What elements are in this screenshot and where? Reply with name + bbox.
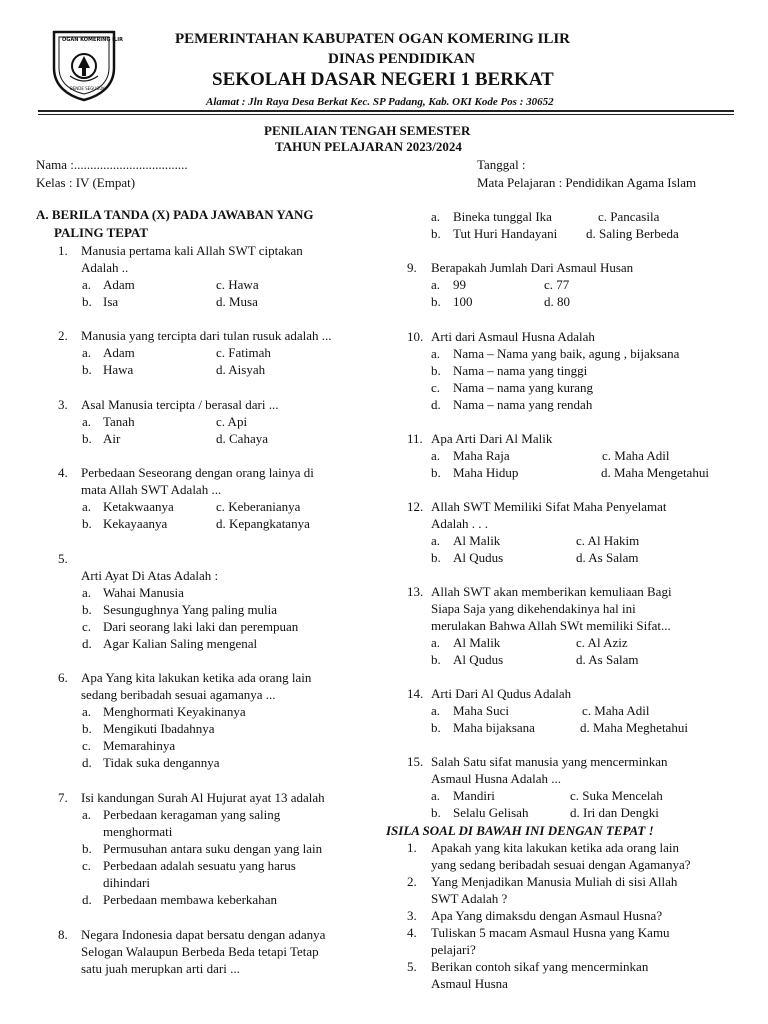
section-b-title: ISILA SOAL DI BAWAH INI DENGAN TEPAT !: [386, 823, 654, 838]
option-text-second: d. As Salam: [576, 550, 639, 565]
question-text: Berapakah Jumlah Dari Asmaul Husan: [431, 260, 634, 275]
option-text: Hawa: [103, 362, 134, 377]
question-text-continued: Selogan Walaupun Berbeda Beda tetapi Tetap: [81, 944, 319, 959]
option-letter: b.: [431, 465, 441, 480]
school-logo: [48, 28, 123, 102]
question-text-continued: merulakan Bahwa Allah SWt memiliki Sifat...: [431, 618, 671, 633]
option-text: Mandiri: [453, 788, 495, 803]
question-number: 2.: [407, 874, 417, 889]
option-letter: c.: [82, 738, 92, 753]
question-number: 3.: [58, 397, 68, 412]
option-letter: d.: [431, 397, 441, 412]
option-text-second: d. Aisyah: [216, 362, 266, 377]
option-letter: a.: [82, 807, 92, 822]
question-text: Allah SWT Memiliki Sifat Maha Penyelamat: [431, 499, 667, 514]
option-text: Dari seorang laki laki dan perempuan: [103, 619, 299, 634]
option-letter: a.: [82, 585, 92, 600]
option-text: Maha Hidup: [453, 465, 519, 480]
question-text: Negara Indonesia dapat bersatu dengan adanya: [81, 927, 326, 942]
option-letter: b.: [82, 294, 92, 309]
question-text-continued: satu juah merupkan arti dari ...: [81, 961, 240, 976]
question-text: Arti dari Asmaul Husna Adalah: [431, 329, 595, 344]
option-letter: b.: [431, 720, 441, 735]
option-letter: a.: [431, 533, 441, 548]
question-text-continued: Adalah . . .: [431, 516, 489, 531]
option-text-second: d. Musa: [216, 294, 258, 309]
option-letter: c.: [431, 380, 441, 395]
option-letter: a.: [431, 448, 441, 463]
option-text: Tidak suka dengannya: [103, 755, 220, 770]
question-text-continued: yang sedang beribadah sesuai dengan Agamanya?: [431, 857, 691, 872]
question-text: Berikan contoh sikaf yang mencerminkan: [431, 959, 649, 974]
option-letter: a.: [431, 703, 441, 718]
option-text: Bineka tunggal Ika: [453, 209, 552, 224]
option-letter: d.: [82, 636, 92, 651]
question-number: 3.: [407, 908, 417, 923]
option-text: Air: [103, 431, 121, 446]
question-number: 5.: [58, 551, 68, 566]
option-letter: a.: [82, 414, 92, 429]
question-text: Asal Manusia tercipta / berasal dari ...: [81, 397, 279, 412]
option-text: Nama – nama yang rendah: [453, 397, 593, 412]
question-text-continued: pelajari?: [431, 942, 476, 957]
question-text-continued: Arti Ayat Di Atas Adalah :: [81, 568, 219, 583]
option-letter: c.: [82, 619, 92, 634]
option-text: Permusuhan antara suku dengan yang lain: [103, 841, 323, 856]
option-text: Tut Huri Handayani: [453, 226, 558, 241]
option-text: Agar Kalian Saling mengenal: [103, 636, 258, 651]
option-letter: a.: [431, 788, 441, 803]
option-text-continued: dihindari: [103, 875, 150, 890]
option-text: Perbedaan keragaman yang saling: [103, 807, 281, 822]
option-letter: a.: [431, 346, 441, 361]
option-text-second: c. Pancasila: [598, 209, 660, 224]
option-letter: c.: [82, 858, 92, 873]
exam-subject: Mata Pelajaran : Pendidikan Agama Islam: [477, 175, 697, 190]
option-text-second: c. Suka Mencelah: [570, 788, 663, 803]
student-class: Kelas : IV (Empat): [36, 175, 136, 190]
question-text: Perbedaan Seseorang dengan orang lainya di: [81, 465, 314, 480]
section-a-title: A. BERILA TANDA (X) PADA JAWABAN YANG: [36, 207, 314, 222]
option-text: Kekayaanya: [103, 516, 168, 531]
option-text-second: d. 80: [544, 294, 570, 309]
question-text-continued: Siapa Saja yang dikehendakinya hal ini: [431, 601, 636, 616]
question-text: Apa Yang dimaksdu dengan Asmaul Husna?: [431, 908, 663, 923]
option-text: Tanah: [103, 414, 135, 429]
option-text: Adam: [103, 277, 135, 292]
option-letter: a.: [431, 635, 441, 650]
option-text: 99: [453, 277, 466, 292]
option-letter: a.: [82, 345, 92, 360]
question-text: Apakah yang kita lakukan ketika ada orang lain: [431, 840, 679, 855]
question-text-continued: sedang beribadah sesuai agamanya ...: [81, 687, 276, 702]
question-number: 12.: [407, 499, 424, 514]
option-text: Wahai Manusia: [103, 585, 184, 600]
option-text: Maha Raja: [453, 448, 510, 463]
option-text-second: d. Iri dan Dengki: [570, 805, 659, 820]
option-letter: b.: [82, 362, 92, 377]
option-text: Nama – Nama yang baik, agung , bijaksana: [453, 346, 680, 361]
option-text: Adam: [103, 345, 135, 360]
exam-date: Tanggal :: [477, 157, 526, 172]
option-text: Nama – nama yang kurang: [453, 380, 594, 395]
question-text: Arti Dari Al Qudus Adalah: [431, 686, 572, 701]
option-text-second: d. As Salam: [576, 652, 639, 667]
option-letter: a.: [82, 704, 92, 719]
option-letter: b.: [82, 721, 92, 736]
option-letter: b.: [431, 226, 441, 241]
option-text: Mengikuti Ibadahnya: [103, 721, 215, 736]
question-text: Manusia pertama kali Allah SWT ciptakan: [81, 243, 303, 258]
question-number: 4.: [407, 925, 417, 940]
option-letter: a.: [82, 277, 92, 292]
question-number: 10.: [407, 329, 424, 344]
header-line2: DINAS PENDIDIKAN: [328, 51, 476, 67]
option-text-second: c. 77: [544, 277, 570, 292]
question-number: 6.: [58, 670, 68, 685]
option-text: Selalu Gelisah: [453, 805, 529, 820]
school-name: SEKOLAH DASAR NEGERI 1 BERKAT: [212, 69, 554, 90]
option-letter: a.: [82, 499, 92, 514]
section-a-title-cont: PALING TEPAT: [54, 225, 149, 240]
option-letter: b.: [431, 805, 441, 820]
option-letter: d.: [82, 892, 92, 907]
student-name-field: Nama :...................................: [36, 157, 188, 172]
option-text: Al Malik: [453, 635, 501, 650]
option-text: Al Qudus: [453, 550, 504, 565]
option-letter: b.: [82, 602, 92, 617]
option-letter: b.: [431, 363, 441, 378]
question-number: 8.: [58, 927, 68, 942]
divider-thin: [38, 114, 734, 115]
option-text-second: c. Fatimah: [216, 345, 271, 360]
question-number: 4.: [58, 465, 68, 480]
divider-thick: [38, 110, 734, 112]
option-text-second: c. Api: [216, 414, 248, 429]
question-text-continued: Adalah ..: [81, 260, 129, 275]
option-text-second: c. Al Aziz: [576, 635, 628, 650]
question-number: 1.: [58, 243, 68, 258]
question-text-continued: Asmaul Husna: [431, 976, 508, 991]
question-text-continued: Asmaul Husna Adalah ...: [431, 771, 561, 786]
option-text: Perbedaan membawa keberkahan: [103, 892, 277, 907]
question-text: Apa Yang kita lakukan ketika ada orang lain: [81, 670, 312, 685]
option-text-second: c. Hawa: [216, 277, 259, 292]
option-text: Maha bijaksana: [453, 720, 535, 735]
option-text-continued: menghormati: [103, 824, 173, 839]
option-text: Menghormati Keyakinanya: [103, 704, 246, 719]
option-text: Memarahinya: [103, 738, 176, 753]
question-number: 13.: [407, 584, 424, 599]
option-text: Maha Suci: [453, 703, 509, 718]
logo-text-top: OGAN KOMERING ILIR: [62, 37, 123, 43]
option-text: Perbedaan adalah sesuatu yang harus: [103, 858, 296, 873]
option-letter: b.: [82, 431, 92, 446]
question-text: Yang Menjadikan Manusia Muliah di sisi Allah: [431, 874, 678, 889]
option-letter: b.: [431, 294, 441, 309]
option-text: Al Qudus: [453, 652, 504, 667]
question-text: Salah Satu sifat manusia yang mencerminkan: [431, 754, 668, 769]
option-text-second: c. Keberanianya: [216, 499, 301, 514]
option-text-second: d. Saling Berbeda: [586, 226, 679, 241]
option-letter: b.: [82, 841, 92, 856]
option-letter: b.: [431, 550, 441, 565]
option-text: Isa: [103, 294, 119, 309]
option-text: Nama – nama yang tinggi: [453, 363, 588, 378]
option-letter: d.: [82, 755, 92, 770]
option-letter: a.: [431, 209, 441, 224]
exam-year: TAHUN PELAJARAN 2023/2024: [275, 139, 462, 154]
question-text: Apa Arti Dari Al Malik: [431, 431, 553, 446]
option-text-second: c. Al Hakim: [576, 533, 640, 548]
question-number: 5.: [407, 959, 417, 974]
school-address: Alamat : Jln Raya Desa Berkat Kec. SP Padang, Kab. OKI Kode Pos : 30652: [206, 96, 554, 108]
question-number: 14.: [407, 686, 424, 701]
option-text-second: d. Kepangkatanya: [216, 516, 310, 531]
question-number: 1.: [407, 840, 417, 855]
option-letter: a.: [431, 277, 441, 292]
question-number: 7.: [58, 790, 68, 805]
question-text: Allah SWT akan memberikan kemuliaan Bagi: [431, 584, 672, 599]
option-text: Ketakwaanya: [103, 499, 174, 514]
question-number: 15.: [407, 754, 424, 769]
option-text-second: c. Maha Adil: [582, 703, 650, 718]
logo-text-bottom: BENDE SEGUGUK: [70, 86, 105, 91]
option-letter: b.: [431, 652, 441, 667]
question-text: Isi kandungan Surah Al Hujurat ayat 13 adalah: [81, 790, 325, 805]
question-text-continued: mata Allah SWT Adalah ...: [81, 482, 222, 497]
option-text: Al Malik: [453, 533, 501, 548]
question-text-continued: SWT Adalah ?: [431, 891, 508, 906]
question-text: Tuliskan 5 macam Asmaul Husna yang Kamu: [431, 925, 670, 940]
question-text: Manusia yang tercipta dari tulan rusuk adalah ...: [81, 328, 332, 343]
option-text-second: d. Cahaya: [216, 431, 268, 446]
option-text-second: c. Maha Adil: [602, 448, 670, 463]
exam-title: PENILAIAN TENGAH SEMESTER: [264, 123, 471, 138]
option-text-second: d. Maha Meghetahui: [580, 720, 688, 735]
option-text: 100: [453, 294, 473, 309]
option-text: Sesungughnya Yang paling mulia: [103, 602, 278, 617]
question-number: 11.: [407, 431, 423, 446]
question-number: 9.: [407, 260, 417, 275]
option-letter: b.: [82, 516, 92, 531]
question-number: 2.: [58, 328, 68, 343]
header-line1: PEMERINTAHAN KABUPATEN OGAN KOMERING ILIR: [175, 31, 571, 47]
option-text-second: d. Maha Mengetahui: [601, 465, 709, 480]
